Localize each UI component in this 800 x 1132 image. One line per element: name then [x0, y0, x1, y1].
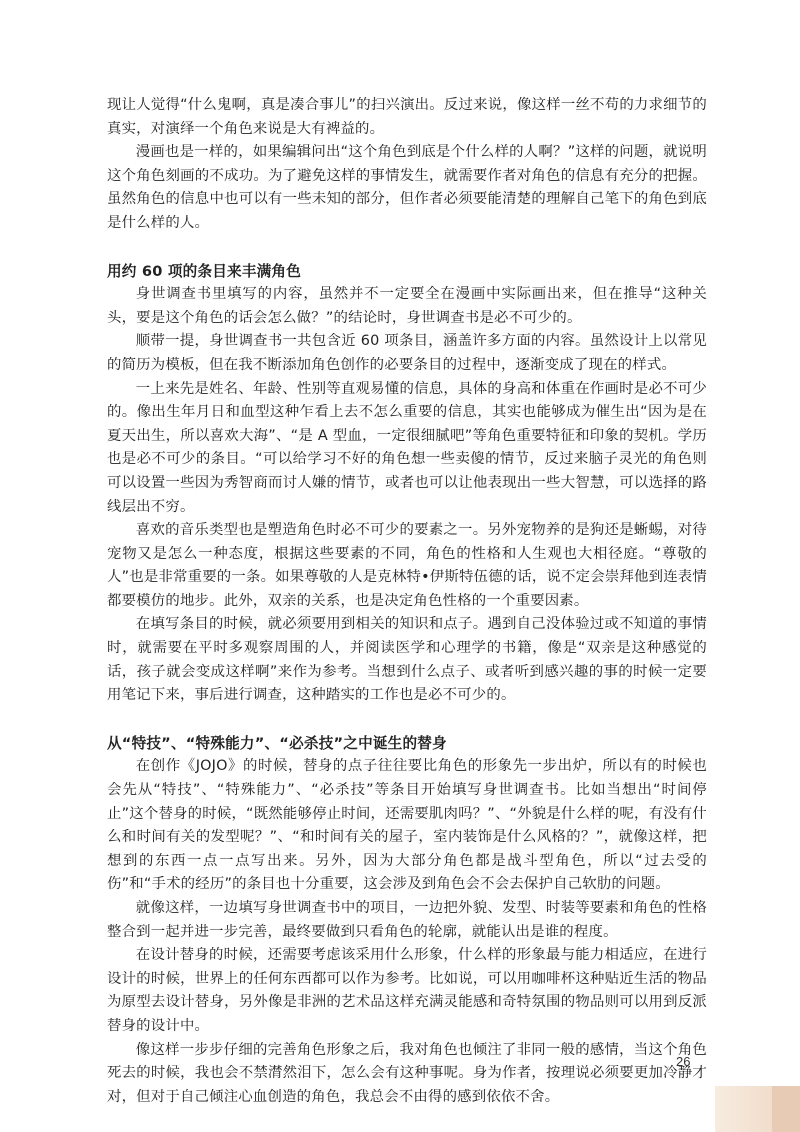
paragraph: 身世调查书里填写的内容，虽然并不一定要全在漫画中实际画出来，但在推导“这种关头，要是这个角色的话会怎么做？”的结论时，身世调查书是必不可少的。	[107, 286, 707, 326]
paragraph: 漫画也是一样的，如果编辑问出“这个角色到底是个什么样的人啊？”这样的问题，就说明这个角色刻画的不成功。为了避免这样的事情发生，就需要作者对角色的信息有充分的把握。虽然角色的信息中也可以有一些未知的部分，但作者必须要能清楚的理解自己笔下的角色到底是什么样的人。	[107, 144, 707, 231]
page-number: 26	[676, 1054, 691, 1069]
paragraph: 喜欢的音乐类型也是塑造角色时必不可少的要素之一。另外宠物养的是狗还是蜥蜴，对待宠物又是怎么一种态度，根据这些要素的不同，角色的性格和人生观也大相径庭。“尊敬的人”也是非常重要的一条。如果尊敬的人是克林特•伊斯特伍德的话，说不定会崇拜他到连表情都要模仿的地步。此外，双亲的关系，也是决定角色性格的一个重要因素。	[107, 522, 707, 609]
section-spacer	[107, 708, 707, 732]
paragraph: 在创作《JOJO》的时候，替身的点子往往要比角色的形象先一步出炉，所以有的时候也会先从“特技”、“特殊能力”、“必杀技”等条目开始填写身世调查书。比如当想出“时间停止”这个替身的时候，“既然能够停止时间，还需要肌肉吗？”、“外貌是什么样的呢，有没有什么和时间有关的发型呢？”、“和时间有关的屋子，室内装饰是什么风格的？”，就像这样，把想到的东西一点一点写出来。另外，因为大部分角色都是战斗型角色，所以“过去受的伤”和“手术的经历”的条目也十分重要，这会涉及到角色会不会去保护自己软肋的问题。	[107, 758, 707, 893]
section-heading: 从“特技”、“特殊能力”、“必杀技”之中诞生的替身	[107, 734, 447, 752]
paragraph: 在填写条目的时候，就必须要用到相关的知识和点子。遇到自己没体验过或不知道的事情时，就需要在平时多观察周围的人，并阅读医学和心理学的书籍，像是“双亲是这种感觉的话，孩子就会变成这样啊”来作为参考。当想到什么点子、或者听到感兴趣的事的时候一定要用笔记下来，事后进行调查，这种踏实的工作也是必不可少的。	[107, 616, 707, 704]
paragraph: 在设计替身的时候，还需要考虑该采用什么形象，什么样的形象最与能力相适应，在进行设计的时候，世界上的任何东西都可以作为参考。比如说，可以用咖啡杯这种贴近生活的物品为原型去设计替身，另外像是非洲的艺术品这样充满灵能感和奇特氛围的物品则可以用到反派替身的设计中。	[107, 947, 707, 1034]
corner-decoration	[715, 1086, 800, 1132]
paragraph: 一上来先是姓名、年龄、性别等直观易懂的信息，具体的身高和体重在作画时是必不可少的。像出生年月日和血型这种乍看上去不怎么重要的信息，其实也能够成为催生出“因为是在夏天出生，所以喜欢大海”、“是 A 型血，一定很细腻吧”等角色重要特征和印象的契机。学历也是必不可少的条目。“可以给学习不好的角色想一些卖傻的情节，反过来脑子灵光的角色则可以设置一些因为秀智商而讨人嫌的情节，或者也可以让他表现出一些大智慧，可以选择的路线层出不穷。	[107, 380, 707, 515]
paragraph: 现让人觉得“什么鬼啊，真是凑合事儿”的扫兴演出。反过来说，像这样一丝不苟的力求细节的真实，对演绎一个角色来说是大有裨益的。	[107, 97, 707, 137]
paragraph: 顺带一提，身世调查书一共包含近 60 项条目，涵盖许多方面的内容。虽然设计上以常见的简历为模板，但在我不断添加角色创作的必要条目的过程中，逐渐变成了现在的样式。	[107, 333, 707, 373]
section-spacer	[107, 236, 707, 260]
paragraph: 就像这样，一边填写身世调查书中的项目，一边把外貌、发型、时装等要素和角色的性格整合到一起并进一步完善，最终要做到只看角色的轮廓，就能认出是谁的程度。	[107, 900, 707, 940]
section-heading: 用约 60 项的条目来丰满角色	[107, 262, 302, 280]
body-text	[107, 94, 707, 1109]
corner-band	[772, 1086, 800, 1132]
paragraph: 像这样一步步仔细的完善角色形象之后，我对角色也倾注了非同一般的感情，当这个角色死去的时候，我也会不禁潸然泪下，怎么会有这种事呢。身为作者，按理说必须要更加冷静才对，但对于自己倾注心血创造的角色，我总会不由得的感到依依不舍。	[107, 1041, 707, 1105]
